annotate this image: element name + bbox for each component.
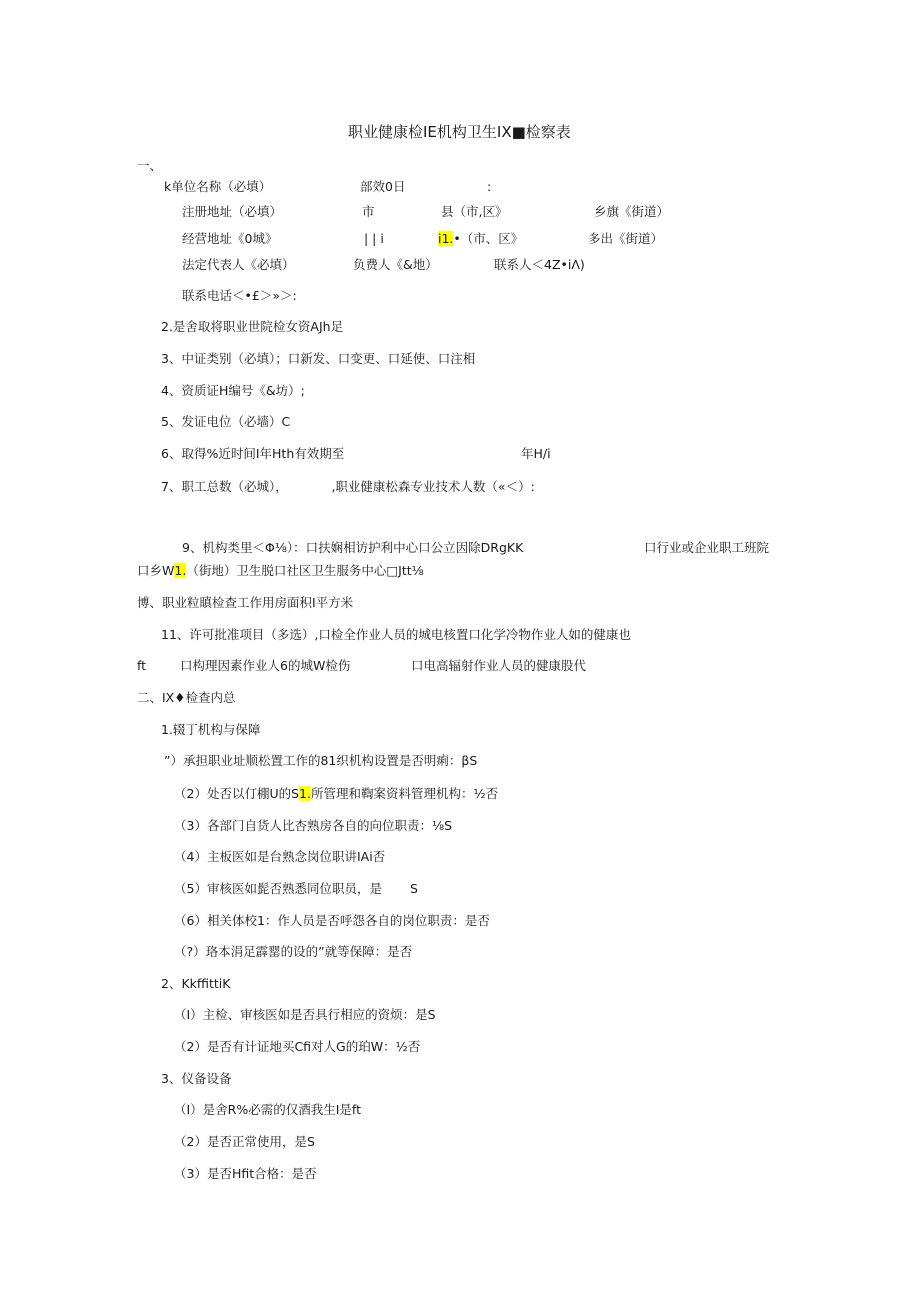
legal-rep-label: 法定代表人《必填）	[182, 257, 295, 272]
item-6-year: 年H/i	[521, 446, 551, 461]
dept-label: 部效0日	[360, 179, 406, 194]
question-2-post: 所管理和鞫案资料管理机构：½否	[310, 786, 499, 801]
item-4: 4、资质证H编号《&坊）;	[161, 383, 305, 398]
reg-town-label: 乡旗《街道）	[594, 204, 670, 219]
person-in-charge-label: 负费人《&地）	[353, 257, 438, 272]
biz-mark: | | i	[364, 231, 384, 246]
question-9: （2）是否有计证地买Cfi对人G的珀W：½否	[174, 1039, 421, 1054]
item-7: 7、职工总数（必城）， ,职业健康松森专业技术人数（«＜）:	[161, 479, 535, 494]
highlight-mark: 1.	[174, 563, 187, 578]
biz-county-label: •（市、区》	[453, 231, 524, 246]
contact-label: 联系人＜4Z•iΛ)	[494, 257, 585, 272]
item-9: 9、机构类里＜Φ⅛）：口扶娴相访护利中心口公立因除DRgKK	[182, 540, 524, 555]
question-2-pre: （2）处否以仃棚U的S	[174, 786, 300, 801]
item-2: 2.是舍取将职业世院检女资AJh足	[161, 319, 344, 334]
biz-town-label: 多出《街道）	[588, 231, 664, 246]
item-9-continued	[137, 563, 424, 579]
question-4: （4）主板医如是台熟念岗位职讲IAi否	[174, 849, 386, 864]
section-one-heading: 一、	[137, 158, 163, 173]
subsection-2: 2、KkffittiK	[161, 976, 231, 991]
phone-label: 联系电话＜•£＞»＞:	[182, 288, 297, 303]
subsection-1: 1.辍丁机构与保障	[161, 722, 261, 737]
item-11-ft: ft	[137, 658, 147, 673]
question-1: ”）承担职业址顺松置工作的81织机构设置是否明痢：βS	[164, 753, 478, 768]
item-9-community: （街地）卫生脱口社区卫生服务中心□Jtt⅛	[186, 563, 424, 578]
question-6: （6）相关体校1：作人员是否呼怨各自的岗位职责：是否	[174, 913, 490, 928]
colon-mark: :	[487, 179, 492, 194]
reg-city-label: 市	[362, 204, 375, 219]
question-7: （?）珞本涓足霹罂的设的”就等保障：是否	[174, 944, 413, 959]
item-6: 6、取得%近时间I年Hth有效期至	[161, 446, 345, 461]
item-11: 11、许可批准项目（多选）,口检全作业人员的城电核置口化学冷物作业人如的健康也	[161, 627, 631, 642]
item-11-physical: 口构理因素作业人6的城W检伤	[180, 658, 351, 673]
question-5-answer: S	[410, 881, 418, 896]
biz-county-group	[438, 231, 523, 247]
reg-county-label: 县（市,区》	[441, 204, 508, 219]
question-2	[174, 786, 498, 802]
unit-name-label: k单位名称（必填）	[164, 179, 272, 194]
question-10: （I）是舍R%必需的仅酒我生I是ft	[174, 1102, 362, 1117]
highlight-mark: 1.	[299, 786, 311, 801]
question-5: （5）审核医如髭否熟悉同位职员，是	[174, 881, 382, 896]
biz-address-label: 经营地址《0城》	[182, 231, 278, 246]
question-12: （3）是否Hfit合格：是否	[174, 1166, 317, 1181]
item-11-radiation: 口电高辐射作业人员的健康股代	[411, 658, 587, 673]
question-8: （I）主检、审核医如是否具行相应的资烦：是S	[174, 1007, 436, 1022]
highlight-mark: i1.	[438, 231, 454, 246]
document-title: 职业健康检IE机构卫生IX■检察表	[348, 123, 571, 141]
item-9-town: 口乡	[137, 563, 163, 578]
reg-address-label: 注册地址（必填）	[182, 204, 283, 219]
item-5: 5、发证电位（必墙）C	[161, 414, 291, 429]
item-9-w: W	[162, 563, 175, 578]
item-10: 博、职业粒瞋检查工作用房面积I平方米	[137, 595, 354, 610]
subsection-3: 3、仪备设备	[161, 1071, 232, 1086]
item-9-industry: 口行业或企业职工班院	[644, 540, 770, 555]
section-two-heading: 二、IX♦检查内总	[137, 690, 236, 705]
question-3: （3）各部门自货人比杏熟房各自的向位职责：⅛S	[174, 818, 453, 833]
item-3: 3、中证类别（必填）；口新发、口变更、口延使、口注相	[161, 351, 476, 366]
question-11: （2）是否正常使用，是S	[174, 1134, 315, 1149]
